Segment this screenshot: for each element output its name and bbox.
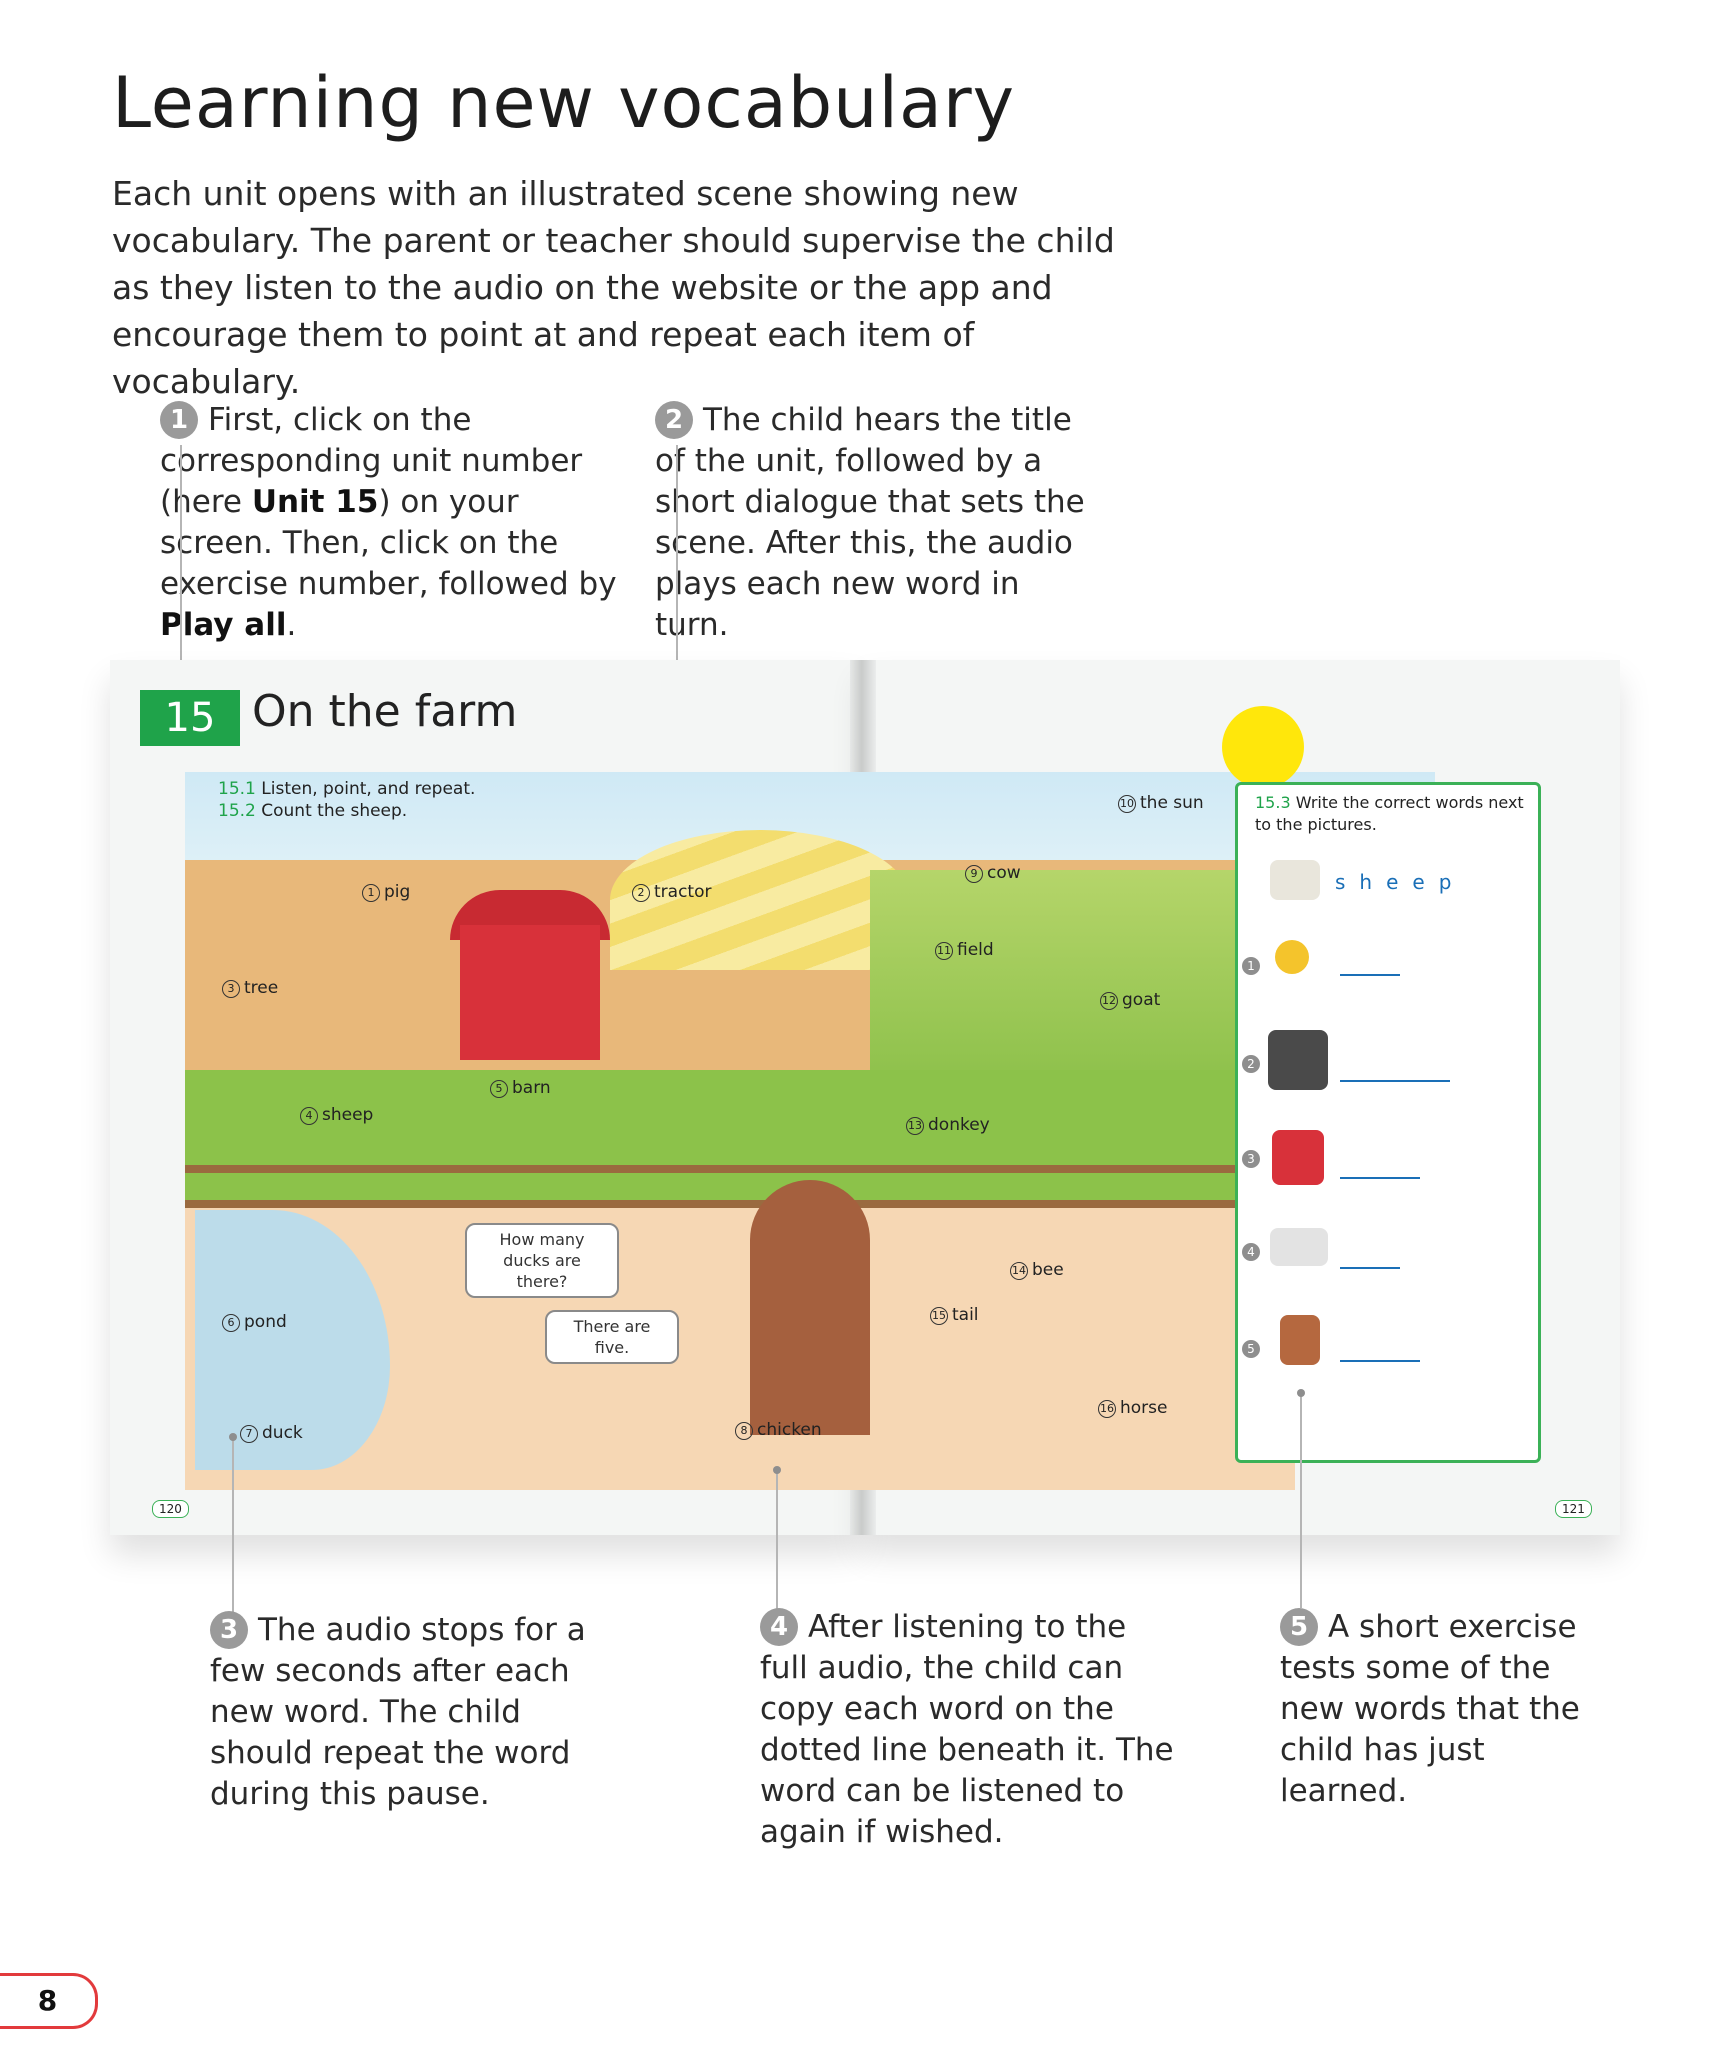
exercise-item-number: 3 bbox=[1242, 1150, 1260, 1168]
vocab-number: 10 bbox=[1118, 795, 1136, 813]
answer-line[interactable] bbox=[1340, 972, 1400, 976]
vocab-number: 9 bbox=[965, 865, 983, 883]
vocab-number: 11 bbox=[935, 942, 953, 960]
vocab-label bbox=[906, 1115, 990, 1135]
book-spread bbox=[110, 660, 1620, 1535]
vocab-number: 6 bbox=[222, 1314, 240, 1332]
bee-picture bbox=[1275, 940, 1309, 974]
instruction-code: 15.1 bbox=[218, 779, 256, 799]
leader-line bbox=[232, 1437, 234, 1617]
vocab-number: 16 bbox=[1098, 1400, 1116, 1418]
page-title: Learning new vocabulary bbox=[112, 62, 1016, 144]
vocab-word: bee bbox=[1032, 1260, 1064, 1280]
exercise-item-number: 2 bbox=[1242, 1055, 1260, 1073]
book-page-number: 121 bbox=[1555, 1500, 1592, 1518]
vocab-word: pig bbox=[384, 882, 411, 902]
cow-picture bbox=[1270, 1228, 1328, 1266]
callout-number: 5 bbox=[1280, 1608, 1318, 1646]
vocab-label bbox=[362, 882, 410, 902]
speech-bubble: How many ducks are there? bbox=[465, 1223, 619, 1298]
book-page-number: 120 bbox=[152, 1500, 189, 1518]
vocab-number: 3 bbox=[222, 980, 240, 998]
vocab-label bbox=[1010, 1260, 1064, 1280]
vocab-word: duck bbox=[262, 1423, 303, 1443]
vocab-number: 8 bbox=[735, 1422, 753, 1440]
callout-4 bbox=[760, 1607, 1180, 1853]
vocab-number: 14 bbox=[1010, 1262, 1028, 1280]
vocab-word: cow bbox=[987, 863, 1021, 883]
callout-number: 1 bbox=[160, 401, 198, 439]
instruction bbox=[218, 800, 475, 822]
goat-picture bbox=[1280, 1315, 1320, 1365]
callout-number: 4 bbox=[760, 1608, 798, 1646]
callout-bold: Unit 15 bbox=[251, 484, 379, 520]
vocab-number: 7 bbox=[240, 1425, 258, 1443]
answer-line[interactable] bbox=[1340, 1265, 1400, 1269]
instruction-list bbox=[218, 778, 475, 822]
barn-illustration bbox=[460, 925, 600, 1060]
vocab-label bbox=[1118, 793, 1204, 813]
unit-number-box: 15 bbox=[140, 690, 240, 746]
instruction-text: Listen, point, and repeat. bbox=[261, 779, 476, 799]
callout-text: ) on your screen. Then, click on the exercise number, followed by bbox=[160, 484, 617, 602]
vocab-label bbox=[1100, 990, 1160, 1010]
vocab-number: 13 bbox=[906, 1117, 924, 1135]
vocab-label bbox=[965, 863, 1021, 883]
vocab-word: the sun bbox=[1140, 793, 1204, 813]
instruction bbox=[218, 778, 475, 800]
callout-bold: Play all bbox=[160, 607, 287, 643]
vocab-label bbox=[222, 1312, 287, 1332]
vocab-label bbox=[222, 978, 278, 998]
exercise-item-number: 1 bbox=[1242, 957, 1260, 975]
vocab-label bbox=[930, 1305, 979, 1325]
scene-fence bbox=[185, 1200, 1295, 1208]
vocab-number: 5 bbox=[490, 1080, 508, 1098]
vocab-label bbox=[300, 1105, 373, 1125]
callout-number: 3 bbox=[210, 1611, 248, 1649]
answer-line[interactable] bbox=[1340, 1175, 1420, 1179]
vocab-number: 15 bbox=[930, 1307, 948, 1325]
callout-3 bbox=[210, 1610, 590, 1815]
page-number: 8 bbox=[0, 1973, 98, 2029]
sheep-picture bbox=[1270, 860, 1320, 900]
leader-dot bbox=[773, 1466, 781, 1474]
vocab-label bbox=[240, 1423, 303, 1443]
callout-text: A short exercise tests some of the new words that the child has just learned. bbox=[1280, 1609, 1580, 1809]
vocab-label bbox=[1098, 1398, 1167, 1418]
vocab-word: chicken bbox=[757, 1420, 822, 1440]
vocab-word: pond bbox=[244, 1312, 287, 1332]
answer-line[interactable] bbox=[1340, 1078, 1450, 1082]
exercise-item-number: 4 bbox=[1242, 1243, 1260, 1261]
vocab-number: 4 bbox=[300, 1107, 318, 1125]
leader-line bbox=[776, 1470, 778, 1610]
vocab-word: barn bbox=[512, 1078, 551, 1098]
speech-bubble: There are five. bbox=[545, 1310, 679, 1364]
vocab-word: tree bbox=[244, 978, 279, 998]
vocab-word: goat bbox=[1122, 990, 1161, 1010]
callout-number: 2 bbox=[655, 401, 693, 439]
vocab-word: field bbox=[957, 940, 994, 960]
exercise-code: 15.3 bbox=[1255, 793, 1291, 812]
sun-illustration bbox=[1222, 706, 1304, 788]
vocab-word: donkey bbox=[928, 1115, 990, 1135]
callout-1 bbox=[160, 400, 630, 646]
exercise-item-number: 5 bbox=[1242, 1340, 1260, 1358]
vocab-label bbox=[735, 1420, 822, 1440]
chicken-coop-illustration bbox=[750, 1180, 870, 1435]
callout-2 bbox=[655, 400, 1095, 646]
vocab-number: 2 bbox=[632, 884, 650, 902]
vocab-word: tail bbox=[952, 1305, 979, 1325]
callout-text: The child hears the title of the unit, followed by a short dialogue that sets the scene. After this, the audio plays each new word in turn. bbox=[655, 402, 1085, 643]
vocab-number: 1 bbox=[362, 884, 380, 902]
horse-picture bbox=[1268, 1030, 1328, 1090]
instruction-code: 15.2 bbox=[218, 801, 256, 821]
vocab-word: tractor bbox=[654, 882, 712, 902]
callout-text: The audio stops for a few seconds after each new word. The child should repeat the word during this pause. bbox=[210, 1612, 586, 1812]
leader-line bbox=[1300, 1393, 1302, 1608]
callout-text: . bbox=[286, 607, 297, 643]
example-answer: sheep bbox=[1335, 870, 1466, 894]
intro-paragraph: Each unit opens with an illustrated scene showing new vocabulary. The parent or teacher should supervise the child as they listen to the audio on the website or the app and encourage them to point at and repeat each item of vocabulary. bbox=[112, 174, 1115, 401]
barn-picture bbox=[1272, 1130, 1324, 1185]
instruction-text: Count the sheep. bbox=[261, 801, 408, 821]
vocab-label bbox=[490, 1078, 551, 1098]
leader-dot bbox=[1297, 1389, 1305, 1397]
callout-text: First, click on the corresponding unit number (here bbox=[160, 402, 583, 520]
exercise-instruction bbox=[1255, 792, 1525, 836]
leader-dot bbox=[229, 1433, 237, 1441]
vocab-label bbox=[935, 940, 994, 960]
unit-title: On the farm bbox=[252, 686, 518, 737]
callout-5 bbox=[1280, 1607, 1610, 1812]
vocab-label bbox=[632, 882, 711, 902]
vocab-word: sheep bbox=[322, 1105, 374, 1125]
answer-line[interactable] bbox=[1340, 1358, 1420, 1362]
exercise-title: Write the correct words next to the pictures. bbox=[1255, 793, 1524, 834]
vocab-number: 12 bbox=[1100, 992, 1118, 1010]
callout-text: After listening to the full audio, the child can copy each word on the dotted line beneath it. The word can be listened to again if wished. bbox=[760, 1609, 1174, 1850]
scene-fence bbox=[185, 1165, 1295, 1173]
vocab-word: horse bbox=[1120, 1398, 1168, 1418]
